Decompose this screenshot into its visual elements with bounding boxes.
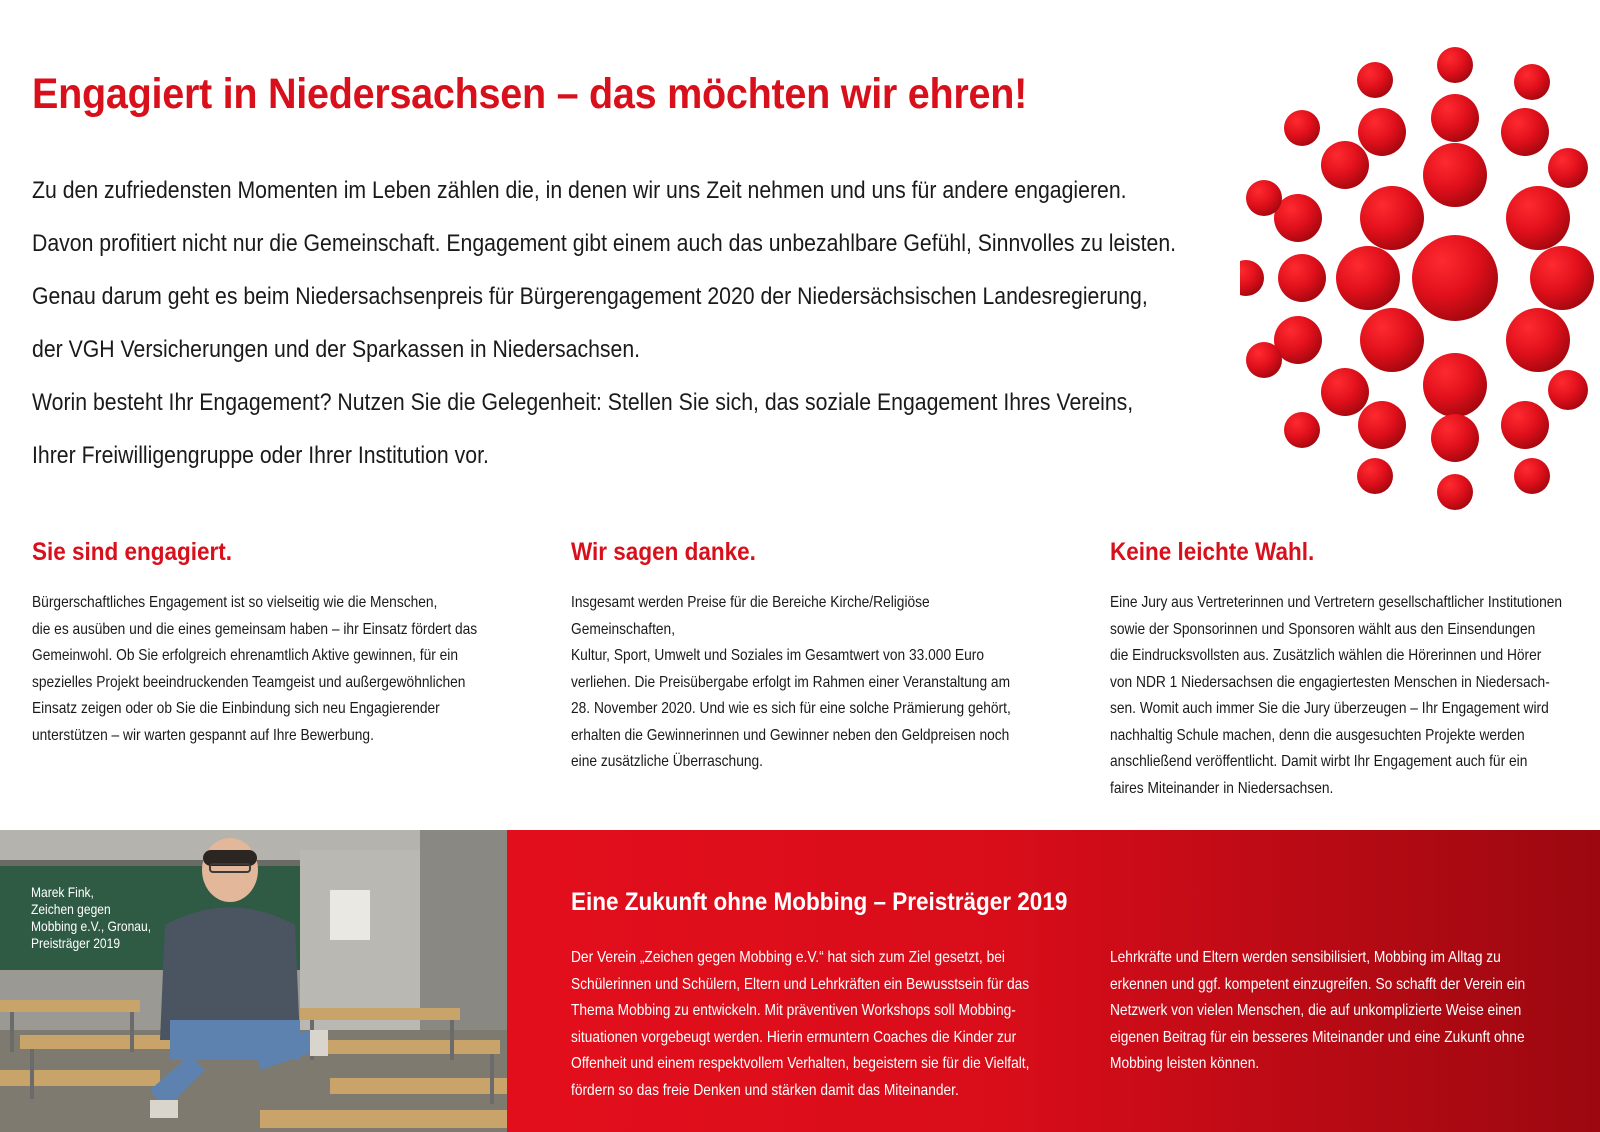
column-text: Eine Jury aus Vertreterinnen und Vertretern gesellschaftlicher Institutionen sowie der Sponsorinnen und Sponsoren wählt aus den Einsendungen die Eindrucksvollsten aus. Zusätzlich wählen die Hörerinnen und Hörer von NDR 1 Niedersachsen die engagiertesten Menschen in Niedersach- sen. Womit auch immer Sie die Jury überzeugen – Ihr Engagement wird nachhaltig Schule machen, denn die ausgesuchten Projekte werden anschließend veröffentlicht. Damit wirbt Ihr Engagement auch für ein faires Miteinander in Niedersachsen. — [1110, 594, 1563, 797]
burst-dot — [1358, 108, 1406, 156]
feature-text-right: Lehrkräfte und Eltern werden sensibilisiert, Mobbing im Alltag zu erkennen und ggf. kompetent einzugreifen. So schafft der Verein ein Netzwerk von vielen Menschen, die auf unkomplizierte Weise einen eigenen Beitrag für ein besseres Miteinander und eine Zukunft ohne Mobbing leisten können. — [1110, 949, 1526, 1072]
burst-dot — [1514, 458, 1550, 494]
column-engaged — [32, 538, 522, 744]
classroom-illustration — [0, 830, 507, 1132]
page-title: Engagiert in Niedersachsen – das möchten wir ehren! — [32, 70, 1027, 118]
column-jury — [1110, 538, 1600, 797]
burst-dot — [1246, 180, 1282, 216]
column-text: Insgesamt werden Preise für die Bereiche Kirche/Religiöse Gemeinschaften, Kultur, Sport, Umwelt und Soziales im Gesamtwert von 33.000 Euro verliehen. Die Preisübergabe erfolgt im Rahmen einer Veranstaltung am 28. November 2020. Und wie es sich für eine solche Prämierung gehört, erhalten die Gewinnerinnen und Gewinner neben den Geldpreisen noch eine zusätzliche Überraschung. — [571, 594, 1011, 770]
burst-dot — [1437, 47, 1473, 83]
burst-dot — [1360, 308, 1424, 372]
caption-line: Marek Fink, — [31, 884, 94, 900]
column-heading: Wir sagen danke. — [571, 538, 756, 566]
feature-text-left: Der Verein „Zeichen gegen Mobbing e.V.“ hat sich zum Ziel gesetzt, bei Schülerinnen und Schülern, Eltern und Lehrkräften ein Bewusstsein für das Thema Mobbing zu entwickeln. Mit präventiven Workshops soll Mobbing- situationen vorgebeugt werden. Hierin ermuntern Coaches die Kinder zur Offenheit und einem respektvollem Verhalten, begeistern sie für die Vielfalt, fördern so das freie Denken und stärken damit das Miteinander. — [571, 949, 1030, 1099]
burst-dot — [1548, 370, 1588, 410]
burst-dot — [1358, 401, 1406, 449]
burst-dot — [1501, 401, 1549, 449]
column-text: Bürgerschaftliches Engagement ist so vielseitig wie die Menschen, die es ausüben und die eines gemeinsam haben – ihr Einsatz fördert das Gemeinwohl. Ob Sie erfolgreich ehrenamtlich Aktive gewinnen, für ein spezielles Projekt beeindruckenden Teamgeist und außergewöhnlichen Einsatz zeigen oder ob Sie die Einbindung sich neu Engagierender unterstützen – wir warten gespannt auf Ihre Bewerbung. — [32, 594, 478, 744]
feature-title: Eine Zukunft ohne Mobbing – Preisträger 2019 — [571, 888, 1068, 916]
burst-dot — [1357, 458, 1393, 494]
burst-dot — [1548, 148, 1588, 188]
burst-dot — [1506, 308, 1570, 372]
burst-dot — [1321, 141, 1369, 189]
caption-line: Preisträger 2019 — [31, 935, 121, 951]
burst-dot — [1357, 62, 1393, 98]
burst-dot — [1284, 412, 1320, 448]
burst-dot — [1501, 108, 1549, 156]
intro-line: Ihrer Freiwilligengruppe oder Ihrer Institution vor. — [32, 442, 489, 469]
burst-dot — [1423, 143, 1487, 207]
burst-dot — [1431, 414, 1479, 462]
burst-dot — [1506, 186, 1570, 250]
burst-dot — [1284, 110, 1320, 146]
burst-dot — [1240, 260, 1264, 296]
dot-burst-graphic — [1240, 40, 1600, 530]
burst-dot — [1246, 342, 1282, 378]
photo-caption — [31, 884, 151, 952]
column-heading: Keine leichte Wahl. — [1110, 538, 1315, 566]
column-heading: Sie sind engagiert. — [32, 538, 233, 566]
caption-line: Zeichen gegen — [31, 901, 111, 917]
intro-line: Worin besteht Ihr Engagement? Nutzen Sie die Gelegenheit: Stellen Sie sich, das soziale Engagement Ihres Vereins, — [32, 389, 1134, 416]
intro-line: der VGH Versicherungen und der Sparkassen in Niedersachsen. — [32, 336, 641, 363]
classroom-photo — [0, 830, 507, 1132]
burst-dot — [1514, 64, 1550, 100]
intro-text — [32, 164, 1177, 482]
burst-dot — [1360, 186, 1424, 250]
burst-dot — [1321, 368, 1369, 416]
burst-dot — [1412, 235, 1498, 321]
intro-line: Genau darum geht es beim Niedersachsenpreis für Bürgerengagement 2020 der Niedersächsischen Landesregierung, — [32, 283, 1148, 310]
burst-dot — [1530, 246, 1594, 310]
intro-line: Zu den zufriedensten Momenten im Leben zählen die, in denen wir uns Zeit nehmen und uns für andere engagieren. — [32, 177, 1127, 204]
column-thanks — [571, 538, 1061, 770]
burst-dot — [1336, 246, 1400, 310]
burst-dot — [1278, 254, 1326, 302]
intro-line: Davon profitiert nicht nur die Gemeinschaft. Engagement gibt einem auch das unbezahlbare Gefühl, Sinnvolles zu leisten. — [32, 230, 1177, 257]
caption-line: Mobbing e.V., Gronau, — [31, 918, 152, 934]
burst-dot — [1431, 94, 1479, 142]
burst-dot — [1423, 353, 1487, 417]
burst-dot — [1437, 474, 1473, 510]
